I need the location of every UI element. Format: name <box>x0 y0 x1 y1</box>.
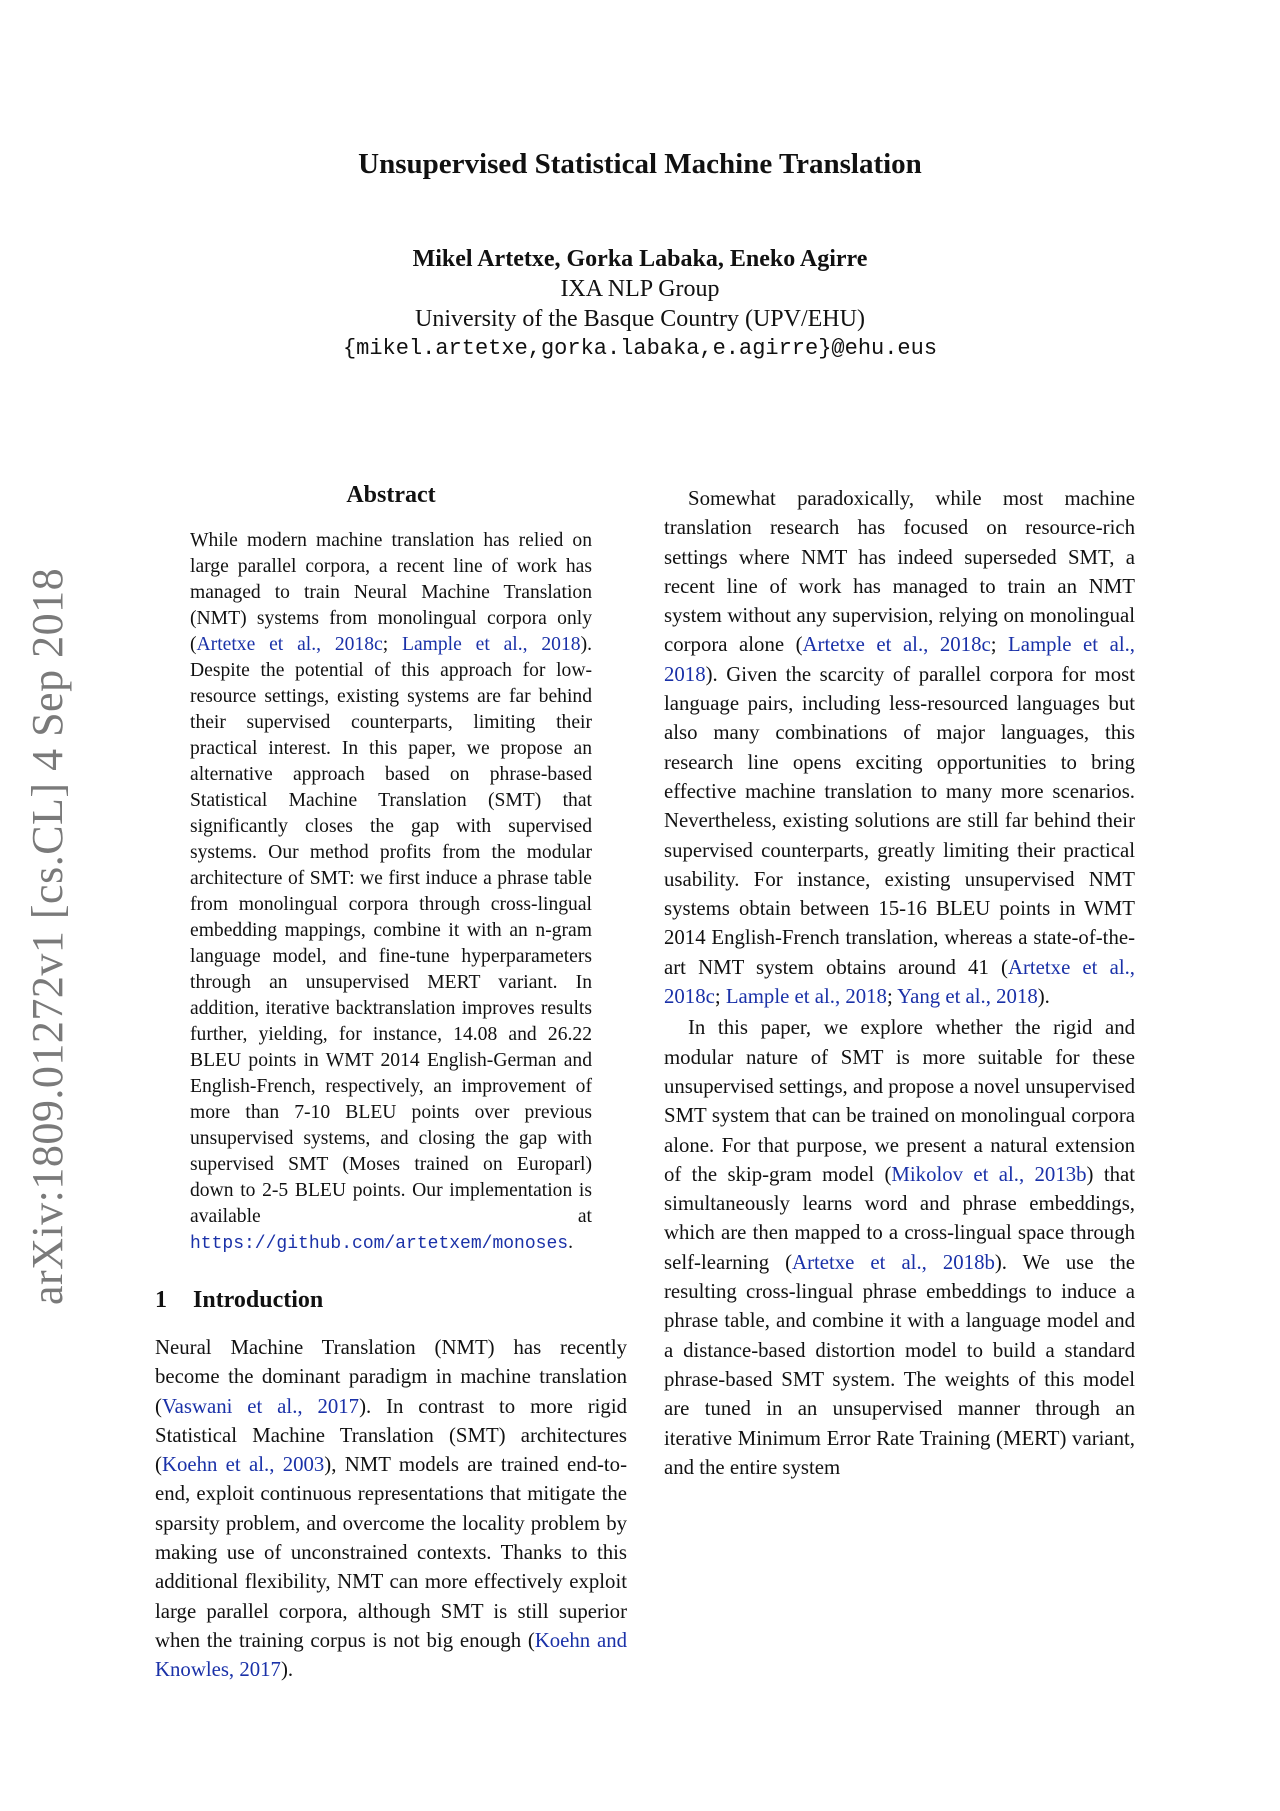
body-text-part: ), NMT models are trained end-to-end, exploit continuous representations that mitigate the sparsity problem, and overcome the locality problem by making use of unconstrained contexts. Thanks to this additional flexibility, NMT can more effectively exploit large parallel corpora, although SMT is still superior when the training corpus is not big enough ( <box>155 1453 628 1652</box>
citation-link[interactable]: Artetxe et al., 2018c <box>664 955 1135 1009</box>
body-text-part: ). In contrast to more rigid Statistical Machine Translation (SMT) architectures ( <box>155 1394 627 1477</box>
citation-link[interactable]: Mikolov et al., 2013b <box>891 1162 1087 1186</box>
citation-link[interactable]: Vaswani et al., 2017 <box>161 1394 360 1418</box>
body-text-part: ) that simultaneously learns word and phrase embeddings, which are then mapped to a cross-lingual space through self-learning ( <box>664 1162 1135 1274</box>
abstract-heading: Abstract <box>346 482 436 508</box>
body-text-part: ). <box>280 1658 294 1682</box>
paper-title: Unsupervised Statistical Machine Translation <box>358 148 922 180</box>
right-column <box>664 482 1135 1482</box>
body-text-part: ; <box>714 985 726 1009</box>
author-block <box>0 244 1280 364</box>
abstract-text-part: ). Despite the potential of this approach for low-resource settings, existing systems are far behind their supervised counterparts, limiting their practical interest. In this paper, we propose an alternative approach based on phrase-based Statistical Machine Translation (SMT) that significantly closes the gap with supervised systems. Our method profits from the modular architecture of SMT: we first induce a phrase table from monolingual corpora through cross-lingual embedding mappings, combine it with an n-gram language model, and fine-tune hyperparameters through an unsupervised MERT variant. In addition, iterative backtranslation improves results further, yielding, for instance, 14.08 and 26.22 BLEU points in WMT 2014 English-German and English-French, respectively, an improvement of more than 7-10 BLEU points over previous unsupervised systems, and closing the gap with supervised SMT (Moses trained on Europarl) down to 2-5 BLEU points. Our implementation is available at <box>190 634 592 1227</box>
intro-paragraph-2 <box>664 484 1135 1011</box>
section-title: Introduction <box>193 1287 324 1313</box>
citation-link[interactable]: Koehn and Knowles, 2017 <box>155 1628 627 1682</box>
author-emails: {mikel.artetxe,gorka.labaka,e.agirre}@ehu.eus <box>342 336 938 361</box>
body-text-part: In this paper, we explore whether the rigid and modular nature of SMT is more suitable for these unsupervised settings, and propose a novel unsupervised SMT system that can be trained on monolingual corpora alone. For that purpose, we present a natural extension of the skip-gram model ( <box>664 1016 1135 1186</box>
arxiv-identifier-stamp: arXiv:1809.01272v1 [cs.CL] 4 Sep 2018 <box>23 567 72 1305</box>
citation-link[interactable]: Koehn et al., 2003 <box>161 1453 325 1477</box>
abstract-text-part: . <box>568 1232 573 1253</box>
citation-link[interactable]: Lample et al., 2018 <box>725 985 887 1009</box>
body-text-part: ). <box>1037 985 1050 1009</box>
intro-paragraph-3 <box>664 1013 1135 1482</box>
section-heading-introduction <box>155 1285 627 1315</box>
affiliation: University of the Basque Country (UPV/EHU) <box>415 306 865 332</box>
research-group: IXA NLP Group <box>560 276 720 302</box>
section-number: 1 <box>155 1287 167 1313</box>
body-text-part: Neural Machine Translation (NMT) has recently become the dominant paradigm in machine translation ( <box>155 1336 627 1418</box>
citation-link[interactable]: Lample et al., 2018 <box>401 634 581 655</box>
abstract-text-part: While modern machine translation has relied on large parallel corpora, a recent line of work has managed to train Neural Machine Translation (NMT) systems from monolingual corpora only ( <box>190 530 592 655</box>
abstract-text-part: ; <box>382 634 402 655</box>
body-text-part: ). Given the scarcity of parallel corpora for most language pairs, including less-resourced languages but also many combinations of major languages, this research line opens exciting opportunities to bring effective machine translation to many more scenarios. Nevertheless, existing solutions are still far behind their supervised counterparts, greatly limiting their practical usability. For instance, existing unsupervised NMT systems obtain between 15-16 BLEU points in WMT 2014 English-French translation, whereas a state-of-the-art NMT system obtains around 41 ( <box>664 662 1135 979</box>
citation-link[interactable]: Yang et al., 2018 <box>897 985 1038 1009</box>
citation-link[interactable]: Lample et al., 2018 <box>664 633 1135 686</box>
left-column <box>155 480 627 1685</box>
intro-paragraph-1 <box>155 1333 627 1685</box>
abstract-text <box>190 528 592 1257</box>
citation-link[interactable]: Artetxe et al., 2018b <box>792 1250 995 1274</box>
body-text-part: ). We use the resulting cross-lingual phrase embeddings to induce a phrase table, and combine it with a language model and a distance-based distortion model to build a standard phrase-based SMT system. The weights of this model are tuned in an unsupervised manner through an iterative Minimum Error Rate Training (MERT) variant, and the entire system <box>664 1250 1136 1479</box>
body-text-part: Somewhat paradoxically, while most machine translation research has focused on resource-rich settings where NMT has indeed superseded SMT, a recent line of work has managed to train an NMT system without any supervision, relying on monolingual corpora alone ( <box>664 487 1135 657</box>
author-names: Mikel Artetxe, Gorka Labaka, Eneko Agirre <box>412 246 868 272</box>
body-text-part: ; <box>990 633 1009 657</box>
code-repository-link[interactable]: https://github.com/artetxem/monoses <box>190 1234 569 1254</box>
citation-link[interactable]: Artetxe et al., 2018c <box>802 633 991 657</box>
citation-link[interactable]: Artetxe et al., 2018c <box>196 634 383 655</box>
body-text-part: ; <box>886 985 898 1009</box>
